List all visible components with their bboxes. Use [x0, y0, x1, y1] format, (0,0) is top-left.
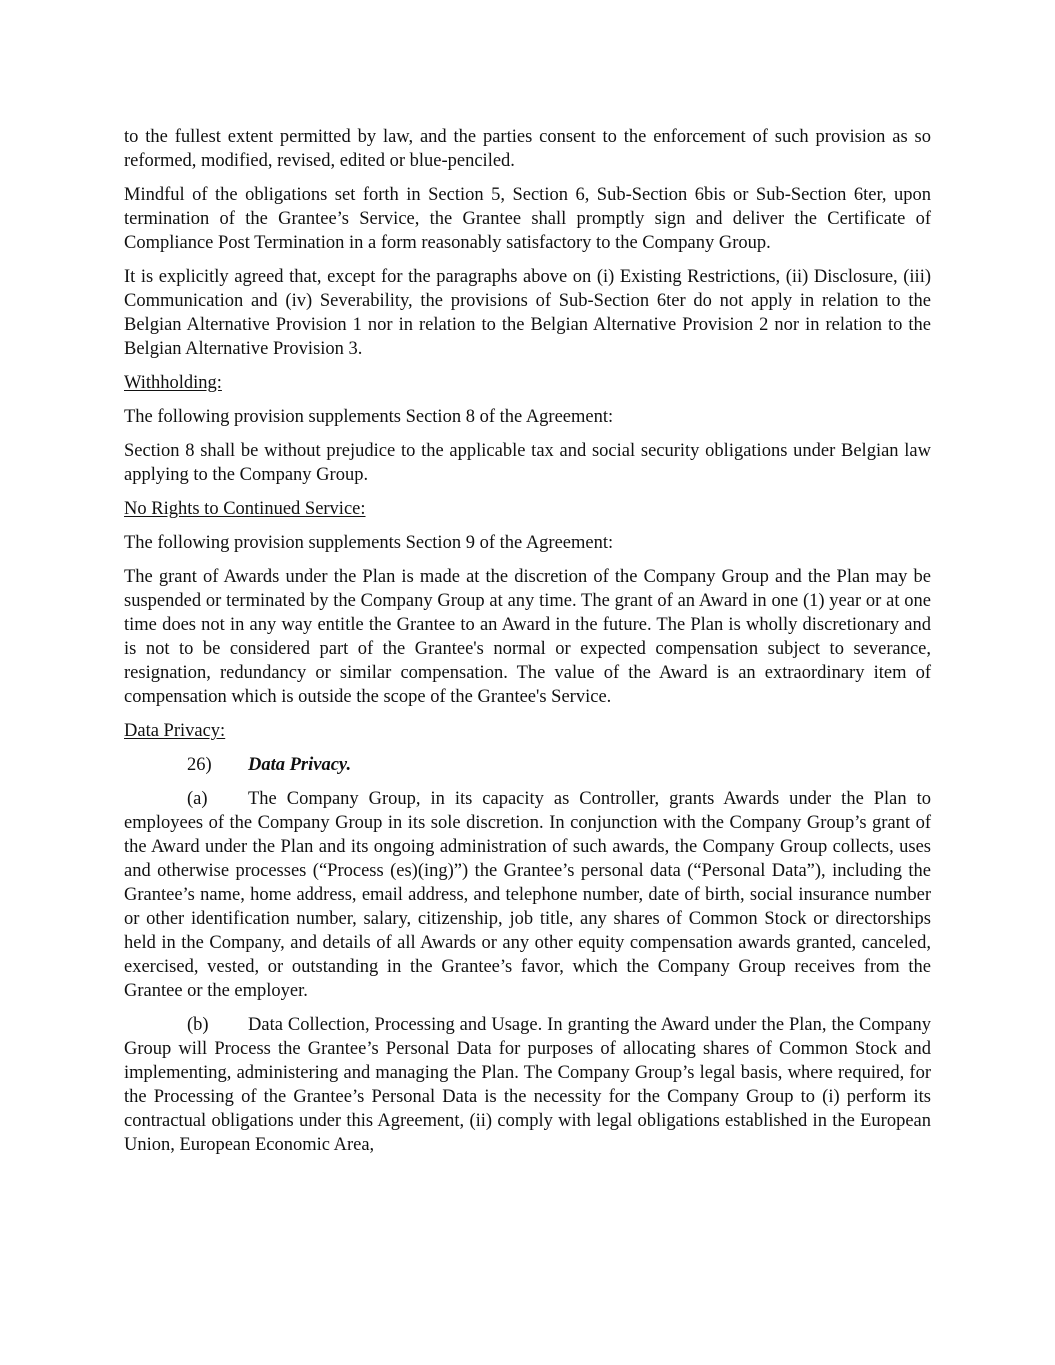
paragraph-a-label: (a) [187, 789, 208, 809]
no-rights-intro: The following provision supplements Section 9 of the Agreement: [124, 533, 614, 553]
withholding-body: Section 8 shall be without prejudice to the applicable tax and social security obligations under Belgian law applying to the Company Group. [124, 441, 931, 485]
heading-no-rights-to-continued-service: No Rights to Continued Service: [124, 499, 366, 519]
document-page [124, 125, 931, 1157]
section-number: 26) [187, 755, 212, 775]
heading-withholding: Withholding: [124, 373, 222, 393]
no-rights-body: The grant of Awards under the Plan is made at the discretion of the Company Group and the Plan may be suspended or terminated by the Company Group at any time. The grant of an Award in one (1) year or at one time does not in any way entitle the Grantee to an Award in the future. The Plan is wholly discretionary and is not to be considered part of the Grantee's normal or expected compensation subject to severance, resignation, redundancy or similar compensation. The value of the Award is an extraordinary item of compensation which is outside the scope of the Grantee's Service. [124, 567, 931, 707]
paragraph-severability-continued: to the fullest extent permitted by law, and the parties consent to the enforcement of such provision as so reformed, modified, revised, edited or blue-penciled. [124, 127, 931, 171]
paragraph-explicit-agreement: It is explicitly agreed that, except for the paragraphs above on (i) Existing Restrictions, (ii) Disclosure, (iii) Communication and (iv) Severability, the provisions of Sub-Section 6ter do not apply in relation to the Belgian Alternative Provision 1 nor in relation to the Belgian Alternative Provision 2 nor in relation to the Belgian Alternative Provision 3. [124, 267, 931, 359]
section-26-heading [124, 753, 931, 777]
section-title: Data Privacy. [248, 755, 352, 775]
data-privacy-paragraph-a [124, 787, 931, 1003]
paragraph-b-label: (b) [187, 1015, 209, 1035]
heading-data-privacy: Data Privacy: [124, 721, 226, 741]
paragraph-b-text: Data Collection, Processing and Usage. In granting the Award under the Plan, the Company Group will Process the Grantee’s Personal Data for purposes of allocating shares of Common Stock and implementing, administering and managing the Plan. The Company Group’s legal basis, where required, for the Processing of the Grantee’s Personal Data is the necessity for the Company Group to (i) perform its contractual obligations under this Agreement, (ii) comply with legal obligations established in the European Union, European Economic Area, [124, 1015, 931, 1155]
paragraph-certificate-of-compliance: Mindful of the obligations set forth in Section 5, Section 6, Sub-Section 6bis or Sub-Section 6ter, upon termination of the Grantee’s Service, the Grantee shall promptly sign and deliver the Certificate of Compliance Post Termination in a form reasonably satisfactory to the Company Group. [124, 185, 931, 253]
paragraph-a-text: The Company Group, in its capacity as Controller, grants Awards under the Plan to employees of the Company Group in its sole discretion. In conjunction with the Company Group’s grant of the Award under the Plan and its ongoing administration of such awards, the Company Group collects, uses and otherwise processes (“Process (es)(ing)”) the Grantee’s personal data (“Personal Data”), including the Grantee’s name, home address, email address, and telephone number, date of birth, social insurance number or other identification number, salary, citizenship, job title, any shares of Common Stock or directorships held in the Company, and details of all Awards or any other equity compensation awards granted, canceled, exercised, vested, or outstanding in the Grantee’s favor, which the Company Group receives from the Grantee or the employer. [124, 789, 931, 1001]
data-privacy-paragraph-b [124, 1013, 931, 1157]
withholding-intro: The following provision supplements Section 8 of the Agreement: [124, 407, 614, 427]
